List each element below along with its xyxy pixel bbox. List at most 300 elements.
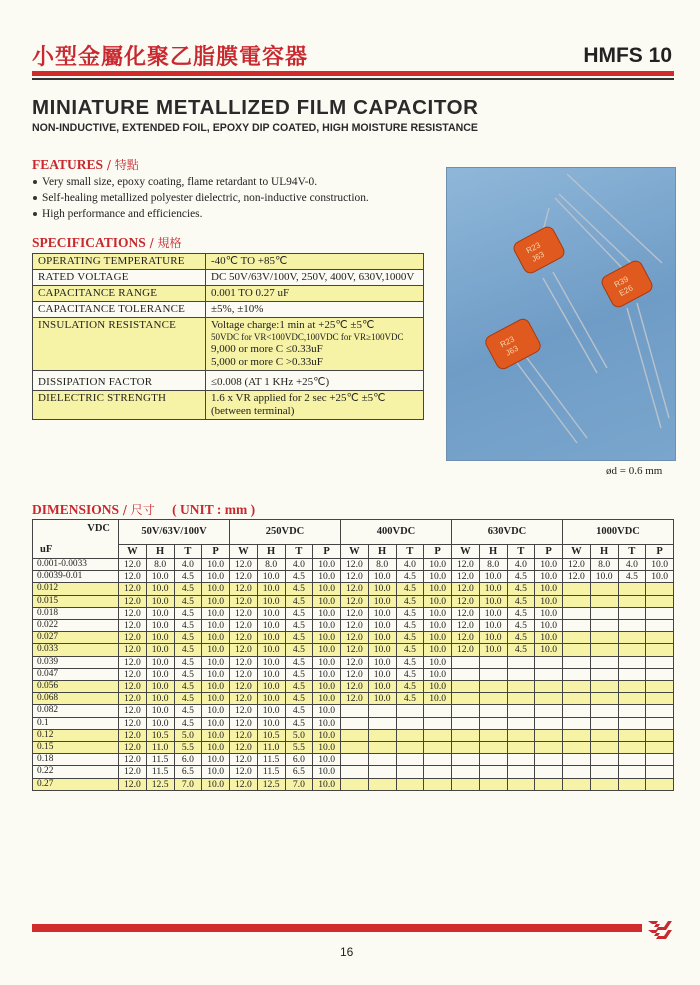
dimension-cell: 4.0 (285, 559, 313, 571)
dimension-cell (590, 705, 618, 717)
capacitance-cell: 0.039 (33, 656, 119, 668)
sub-header-p: P (202, 545, 230, 559)
dimension-cell (452, 717, 480, 729)
sub-header-h: H (479, 545, 507, 559)
dimension-cell: 4.5 (174, 705, 202, 717)
spec-line: 9,000 or more C ≤0.33uF (211, 343, 323, 355)
capacitor-body (600, 259, 655, 310)
dimension-cell: 8.0 (479, 559, 507, 571)
dimension-cell: 4.5 (174, 693, 202, 705)
table-row (33, 778, 674, 790)
dimension-cell (452, 766, 480, 778)
dimension-cell: 10.0 (535, 632, 563, 644)
dimension-cell: 12.0 (119, 705, 147, 717)
dimension-cell: 12.0 (452, 595, 480, 607)
sub-header-row (33, 545, 674, 559)
dimension-cell: 12.0 (230, 607, 258, 619)
sub-header-h: H (257, 545, 285, 559)
dimension-cell: 12.0 (230, 766, 258, 778)
dimension-cell: 12.0 (452, 583, 480, 595)
dimension-cell (646, 742, 674, 754)
dimension-cell: 11.0 (257, 742, 285, 754)
sub-header-w: W (230, 545, 258, 559)
vdc-label: VDC (87, 523, 110, 534)
dimension-cell (618, 595, 646, 607)
dimension-cell: 10.0 (257, 668, 285, 680)
dimension-cell (563, 681, 591, 693)
dimension-cell: 4.5 (507, 644, 535, 656)
dimension-cell: 10.0 (313, 595, 341, 607)
dimension-cell: 12.0 (341, 559, 369, 571)
dimension-cell: 12.0 (119, 778, 147, 790)
dimension-cell: 10.0 (146, 571, 174, 583)
lead-diameter-note: ød = 0.6 mm (606, 465, 663, 477)
dimension-cell: 10.0 (424, 595, 452, 607)
dimension-cell: 10.0 (257, 595, 285, 607)
dimension-cell: 10.0 (257, 644, 285, 656)
capacitance-cell: 0.022 (33, 620, 119, 632)
dimension-cell: 10.0 (257, 632, 285, 644)
dimension-cell (563, 583, 591, 595)
dimension-cell: 12.0 (230, 559, 258, 571)
dimension-cell (341, 705, 369, 717)
dimension-cell (507, 766, 535, 778)
table-row (33, 656, 674, 668)
dimension-cell: 12.0 (119, 668, 147, 680)
dimension-cell: 10.0 (313, 620, 341, 632)
spec-value: 0.001 TO 0.27 uF (206, 286, 424, 302)
dimension-cell (646, 693, 674, 705)
header-red-rule (32, 71, 674, 76)
dimension-cell: 10.0 (479, 632, 507, 644)
voltage-group-header: 630VDC (452, 520, 563, 545)
dimension-cell (618, 607, 646, 619)
dimension-cell (590, 754, 618, 766)
dimension-cell: 4.5 (396, 668, 424, 680)
dimension-cell: 10.0 (146, 644, 174, 656)
capacitance-cell: 0.033 (33, 644, 119, 656)
dimension-cell: 12.0 (230, 681, 258, 693)
dimension-cell: 4.5 (285, 583, 313, 595)
dimension-cell: 10.0 (202, 693, 230, 705)
dimension-cell: 12.0 (119, 754, 147, 766)
dimension-cell: 10.0 (257, 656, 285, 668)
dimension-cell: 10.0 (257, 607, 285, 619)
dimension-cell: 10.0 (146, 595, 174, 607)
dimension-cell: 12.0 (119, 644, 147, 656)
dimension-cell: 10.0 (313, 729, 341, 741)
dimension-cell (424, 717, 452, 729)
dimension-cell: 10.0 (146, 681, 174, 693)
dimension-cell: 5.5 (174, 742, 202, 754)
dimension-cell (618, 754, 646, 766)
dimension-cell (646, 766, 674, 778)
dimension-cell: 10.0 (257, 583, 285, 595)
dimension-cell (590, 693, 618, 705)
spec-value (206, 391, 424, 420)
table-row (33, 681, 674, 693)
dimension-cell: 4.5 (174, 571, 202, 583)
table-row (33, 620, 674, 632)
dimension-cell (563, 717, 591, 729)
dimension-cell: 12.0 (230, 717, 258, 729)
dimensions-title: DIMENSIONS (32, 502, 120, 517)
dimension-cell: 10.5 (257, 729, 285, 741)
dimension-cell: 4.5 (507, 632, 535, 644)
dimension-cell: 4.5 (174, 656, 202, 668)
dimension-cell (646, 754, 674, 766)
capacitor-marking: E26 (617, 283, 635, 299)
dimension-cell: 10.0 (202, 742, 230, 754)
dimension-cell: 10.0 (313, 742, 341, 754)
dimension-cell: 4.5 (285, 571, 313, 583)
capacitance-cell: 0.012 (33, 583, 119, 595)
dimension-cell (452, 668, 480, 680)
page-number: 16 (340, 945, 354, 959)
dimension-cell: 10.0 (202, 583, 230, 595)
dimension-cell: 4.5 (285, 607, 313, 619)
capacitance-cell: 0.001-0.0033 (33, 559, 119, 571)
dimension-cell (590, 583, 618, 595)
feature-item: Very small size, epoxy coating, flame retardant to UL94V-0. (32, 174, 369, 190)
dimension-cell: 10.0 (257, 620, 285, 632)
dimensions-table (32, 519, 674, 791)
dimension-cell (535, 778, 563, 790)
table-row (33, 717, 674, 729)
dimension-cell: 12.0 (230, 778, 258, 790)
spec-row (33, 286, 424, 302)
dimension-cell (368, 778, 396, 790)
dimension-cell: 12.0 (230, 742, 258, 754)
dimension-cell: 12.0 (230, 571, 258, 583)
dimension-cell (646, 607, 674, 619)
dimension-cell: 4.5 (396, 620, 424, 632)
sub-header-p: P (646, 545, 674, 559)
dimension-cell: 10.0 (313, 583, 341, 595)
dimension-cell (535, 705, 563, 717)
dimension-cell: 12.0 (119, 595, 147, 607)
dimension-cell: 10.0 (202, 668, 230, 680)
dimension-cell (535, 681, 563, 693)
lead-wire (553, 272, 607, 368)
dimension-cell: 12.0 (119, 742, 147, 754)
dimension-cell (507, 668, 535, 680)
feature-item: High performance and efficiencies. (32, 206, 369, 222)
table-row (33, 668, 674, 680)
dimension-cell (479, 705, 507, 717)
sub-header-h: H (368, 545, 396, 559)
model-number: HMFS 10 (583, 44, 672, 67)
dimension-cell (563, 607, 591, 619)
dimension-cell: 12.0 (119, 571, 147, 583)
spec-value: DC 50V/63V/100V, 250V, 400V, 630V,1000V (206, 270, 424, 286)
dimension-cell: 12.0 (452, 644, 480, 656)
dimension-cell: 4.5 (396, 656, 424, 668)
spec-row (33, 254, 424, 270)
dimension-cell: 12.0 (341, 583, 369, 595)
dimension-cell: 4.5 (396, 632, 424, 644)
dimension-cell: 10.0 (257, 681, 285, 693)
dimension-cell: 12.0 (341, 571, 369, 583)
dimension-cell: 10.0 (202, 620, 230, 632)
table-row (33, 754, 674, 766)
dimension-cell (618, 693, 646, 705)
dimension-cell: 12.0 (452, 559, 480, 571)
dimension-cell: 10.0 (202, 705, 230, 717)
dimension-cell: 4.5 (507, 620, 535, 632)
spec-label: DIELECTRIC STRENGTH (33, 391, 206, 420)
spec-line: 50VDC for VR<100VDC,100VDC for VR≥100VDC (211, 332, 404, 342)
dimension-cell (618, 681, 646, 693)
dimension-cell: 4.5 (285, 656, 313, 668)
dimension-cell: 12.0 (230, 754, 258, 766)
dimension-cell (563, 595, 591, 607)
capacitor-body (512, 225, 567, 276)
dimension-cell: 4.5 (396, 693, 424, 705)
dimension-cell: 6.0 (174, 754, 202, 766)
dimension-cell: 10.0 (257, 693, 285, 705)
dimension-cell: 12.0 (119, 729, 147, 741)
dimension-cell: 10.0 (313, 571, 341, 583)
dimension-cell: 10.0 (202, 681, 230, 693)
dimension-cell (479, 681, 507, 693)
spec-row (33, 371, 424, 391)
dimension-cell: 4.5 (285, 681, 313, 693)
sub-header-t: T (507, 545, 535, 559)
dimension-cell: 4.5 (285, 717, 313, 729)
dimension-cell (452, 681, 480, 693)
dimension-cell: 12.0 (119, 559, 147, 571)
dimension-cell (618, 583, 646, 595)
dimension-cell (479, 742, 507, 754)
dimension-cell (563, 705, 591, 717)
dimension-cell: 10.0 (479, 583, 507, 595)
dimension-cell: 10.0 (257, 717, 285, 729)
dimension-cell (590, 766, 618, 778)
dimension-cell: 6.5 (285, 766, 313, 778)
dimension-cell: 6.5 (174, 766, 202, 778)
dimension-cell (452, 656, 480, 668)
specifications-table (32, 253, 424, 420)
dimension-cell: 4.5 (174, 583, 202, 595)
dimension-cell: 10.0 (313, 668, 341, 680)
dimension-cell: 10.0 (313, 632, 341, 644)
dimension-cell: 10.0 (424, 583, 452, 595)
lead-wire (543, 278, 597, 373)
spec-line: Voltage charge:1 min at +25℃ ±5℃ (211, 319, 375, 331)
dimension-cell: 10.5 (146, 729, 174, 741)
dimension-cell: 10.0 (202, 717, 230, 729)
dimension-cell (563, 632, 591, 644)
dimension-cell: 10.0 (368, 693, 396, 705)
spec-value: -40℃ TO +85℃ (206, 254, 424, 270)
dimension-cell (479, 754, 507, 766)
dimension-cell (618, 632, 646, 644)
features-title: FEATURES (32, 157, 104, 172)
dimension-cell: 10.0 (313, 656, 341, 668)
dimension-cell (535, 729, 563, 741)
dimension-cell: 4.5 (174, 668, 202, 680)
dimension-cell (368, 742, 396, 754)
dimension-cell: 10.0 (424, 681, 452, 693)
dimension-cell: 10.0 (368, 620, 396, 632)
capacitance-cell: 0.027 (33, 632, 119, 644)
capacitor-marking: R23 (498, 334, 516, 350)
dimension-cell (424, 705, 452, 717)
dimension-cell (424, 742, 452, 754)
dimension-cell: 7.0 (285, 778, 313, 790)
dimension-cell (563, 644, 591, 656)
dimension-cell: 12.0 (119, 766, 147, 778)
dimension-cell (341, 717, 369, 729)
spec-value: ≤0.008 (AT 1 KHz +25℃) (206, 371, 424, 391)
capacitance-cell: 0.22 (33, 766, 119, 778)
dimension-cell: 4.5 (396, 644, 424, 656)
dimension-cell (646, 644, 674, 656)
dimension-cell: 4.0 (507, 559, 535, 571)
dimension-cell (590, 607, 618, 619)
dimension-cell (479, 717, 507, 729)
dimension-cell: 4.5 (396, 681, 424, 693)
dimension-cell: 4.5 (396, 595, 424, 607)
dimension-cell: 12.0 (230, 693, 258, 705)
sub-header-t: T (396, 545, 424, 559)
dimension-cell (479, 668, 507, 680)
capacitance-cell: 0.12 (33, 729, 119, 741)
dimension-cell: 10.0 (202, 729, 230, 741)
dimension-cell: 10.0 (146, 607, 174, 619)
voltage-group-header: 250VDC (230, 520, 341, 545)
spec-row (33, 302, 424, 318)
table-row (33, 632, 674, 644)
dimension-cell (646, 632, 674, 644)
table-row (33, 766, 674, 778)
dimension-cell (590, 656, 618, 668)
dimension-cell: 12.0 (230, 705, 258, 717)
dimension-cell: 12.0 (230, 729, 258, 741)
dimension-cell (590, 778, 618, 790)
capacitance-cell: 0.27 (33, 778, 119, 790)
dimension-cell (618, 778, 646, 790)
dimension-cell (618, 766, 646, 778)
dimension-cell: 10.0 (424, 571, 452, 583)
dimension-cell: 4.5 (618, 571, 646, 583)
feature-item: Self-healing metallized polyester dielectric, non-inductive construction. (32, 190, 369, 206)
dimension-cell (368, 705, 396, 717)
dimension-cell: 10.0 (424, 644, 452, 656)
dimension-cell: 10.0 (535, 644, 563, 656)
dimension-cell: 10.0 (424, 632, 452, 644)
dimension-cell: 10.0 (257, 571, 285, 583)
dimension-cell: 8.0 (368, 559, 396, 571)
dimensions-title-zh: / 尺寸 (119, 503, 155, 517)
dimension-cell: 11.5 (257, 766, 285, 778)
dimension-cell (368, 754, 396, 766)
spec-row (33, 318, 424, 371)
dimension-cell: 11.5 (146, 754, 174, 766)
dimension-cell: 10.0 (535, 607, 563, 619)
dimension-cell (341, 729, 369, 741)
dimension-cell (590, 729, 618, 741)
dimension-cell (396, 717, 424, 729)
dimension-cell: 10.0 (313, 559, 341, 571)
dimension-cell (646, 668, 674, 680)
dimension-cell (341, 742, 369, 754)
dimension-cell: 10.0 (146, 705, 174, 717)
dimension-cell (590, 742, 618, 754)
spec-label: CAPACITANCE RANGE (33, 286, 206, 302)
dimension-cell: 10.0 (479, 595, 507, 607)
dimension-cell: 4.5 (285, 632, 313, 644)
sub-header-w: W (341, 545, 369, 559)
features-title-zh: / 特點 (103, 158, 139, 172)
dimension-cell: 4.5 (507, 595, 535, 607)
dimension-cell (452, 693, 480, 705)
table-row (33, 644, 674, 656)
dimension-cell: 10.0 (424, 668, 452, 680)
dimension-cell: 10.0 (202, 595, 230, 607)
dimension-cell: 10.0 (479, 620, 507, 632)
dimension-cell (535, 717, 563, 729)
dimension-cell (646, 681, 674, 693)
spec-value (206, 318, 424, 371)
dimension-cell: 10.0 (313, 766, 341, 778)
dimension-cell: 10.0 (535, 595, 563, 607)
dimension-cell: 4.5 (396, 583, 424, 595)
dimension-cell: 10.0 (424, 620, 452, 632)
dimension-cell: 12.0 (452, 607, 480, 619)
sub-header-t: T (285, 545, 313, 559)
dimension-cell: 12.0 (563, 571, 591, 583)
dimension-cell (368, 766, 396, 778)
dimension-cell (452, 742, 480, 754)
dimension-cell (452, 754, 480, 766)
dimension-cell (452, 778, 480, 790)
dimension-cell: 10.0 (202, 656, 230, 668)
dimension-cell (618, 705, 646, 717)
dimension-cell: 12.0 (341, 632, 369, 644)
spec-label: CAPACITANCE TOLERANCE (33, 302, 206, 318)
capacitance-cell: 0.047 (33, 668, 119, 680)
dimension-cell (646, 595, 674, 607)
dimension-cell (396, 778, 424, 790)
sub-header-p: P (313, 545, 341, 559)
dimension-cell: 10.0 (535, 583, 563, 595)
dimension-cell: 10.0 (368, 668, 396, 680)
capacitor-illustration (447, 168, 675, 460)
dimension-cell (646, 583, 674, 595)
dimension-cell (618, 668, 646, 680)
dimension-cell (646, 620, 674, 632)
dimension-cell: 10.0 (202, 571, 230, 583)
dimension-cell: 8.0 (146, 559, 174, 571)
dimension-cell: 10.0 (146, 583, 174, 595)
dimension-cell: 10.0 (202, 607, 230, 619)
dimension-cell: 12.0 (341, 620, 369, 632)
dimension-cell: 10.0 (368, 681, 396, 693)
dimension-cell: 10.0 (313, 644, 341, 656)
sub-header-w: W (563, 545, 591, 559)
dimension-cell: 4.5 (285, 595, 313, 607)
dimension-cell: 10.0 (202, 766, 230, 778)
dimension-cell: 12.0 (452, 571, 480, 583)
dimension-cell (590, 632, 618, 644)
dimension-cell: 10.0 (313, 717, 341, 729)
voltage-group-header: 1000VDC (563, 520, 674, 545)
dimension-cell: 10.0 (535, 559, 563, 571)
uf-label: uF (40, 544, 53, 555)
dimension-cell: 4.5 (285, 644, 313, 656)
